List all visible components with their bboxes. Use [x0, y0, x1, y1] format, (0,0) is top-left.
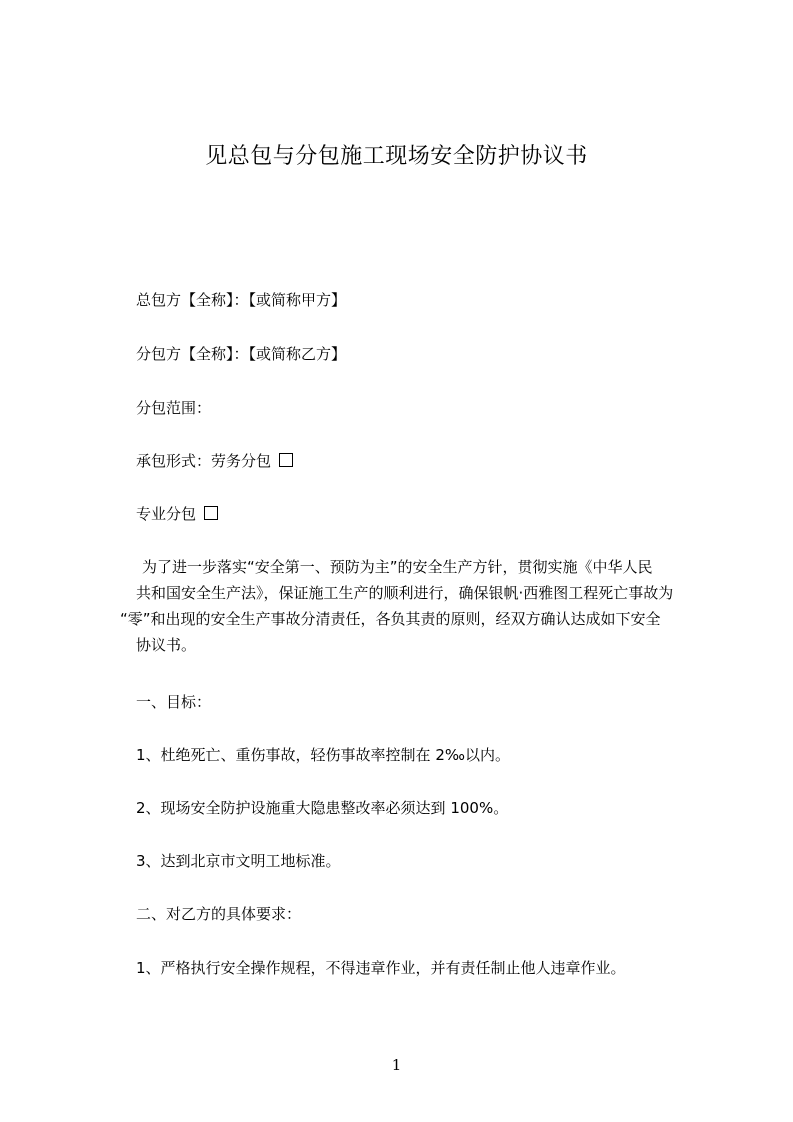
party-b-line: 分包方【全称】：【或简称乙方】 [136, 345, 347, 363]
party-a-line: 总包方【全称】：【或简称甲方】 [136, 291, 347, 309]
professional-line [136, 503, 218, 525]
intro-line: 协议书。 [136, 636, 197, 654]
goal-1: 1、杜绝死亡、重伤事故，轻伤事故率控制在 2‰以内。 [136, 746, 510, 764]
professional-label: 专业分包 [136, 505, 197, 523]
requirement-1: 1、严格执行安全操作规程，不得违章作业，并有责任制止他人违章作业。 [136, 959, 626, 977]
contract-form-label: 承包形式：劳务分包 [136, 452, 272, 470]
intro-line: “零”和出现的安全生产事故分清责任，各负其责的原则，经双方确认达成如下安全 [120, 610, 661, 628]
goal-2: 2、现场安全防护设施重大隐患整改率必须达到 100%。 [136, 799, 509, 817]
professional-subcontract-checkbox[interactable] [204, 506, 218, 520]
section1-heading: 一、目标： [136, 693, 212, 711]
goal-3: 3、达到北京市文明工地标准。 [136, 852, 341, 870]
intro-line: 共和国安全生产法》，保证施工生产的顺利进行，确保银帆·西雅图工程死亡事故为 [136, 584, 674, 602]
intro-paragraph [120, 554, 706, 658]
intro-line: 为了进一步落实“安全第一、预防为主”的安全生产方针，贯彻实施《中华人民 [142, 558, 653, 576]
section2-heading: 二、对乙方的具体要求： [136, 905, 302, 923]
document-title: 见总包与分包施工现场安全防护协议书 [205, 144, 588, 169]
page-number: 1 [391, 1056, 402, 1074]
scope-line: 分包范围： [136, 399, 212, 417]
contract-form-line [136, 450, 293, 472]
labor-subcontract-checkbox[interactable] [279, 453, 293, 467]
